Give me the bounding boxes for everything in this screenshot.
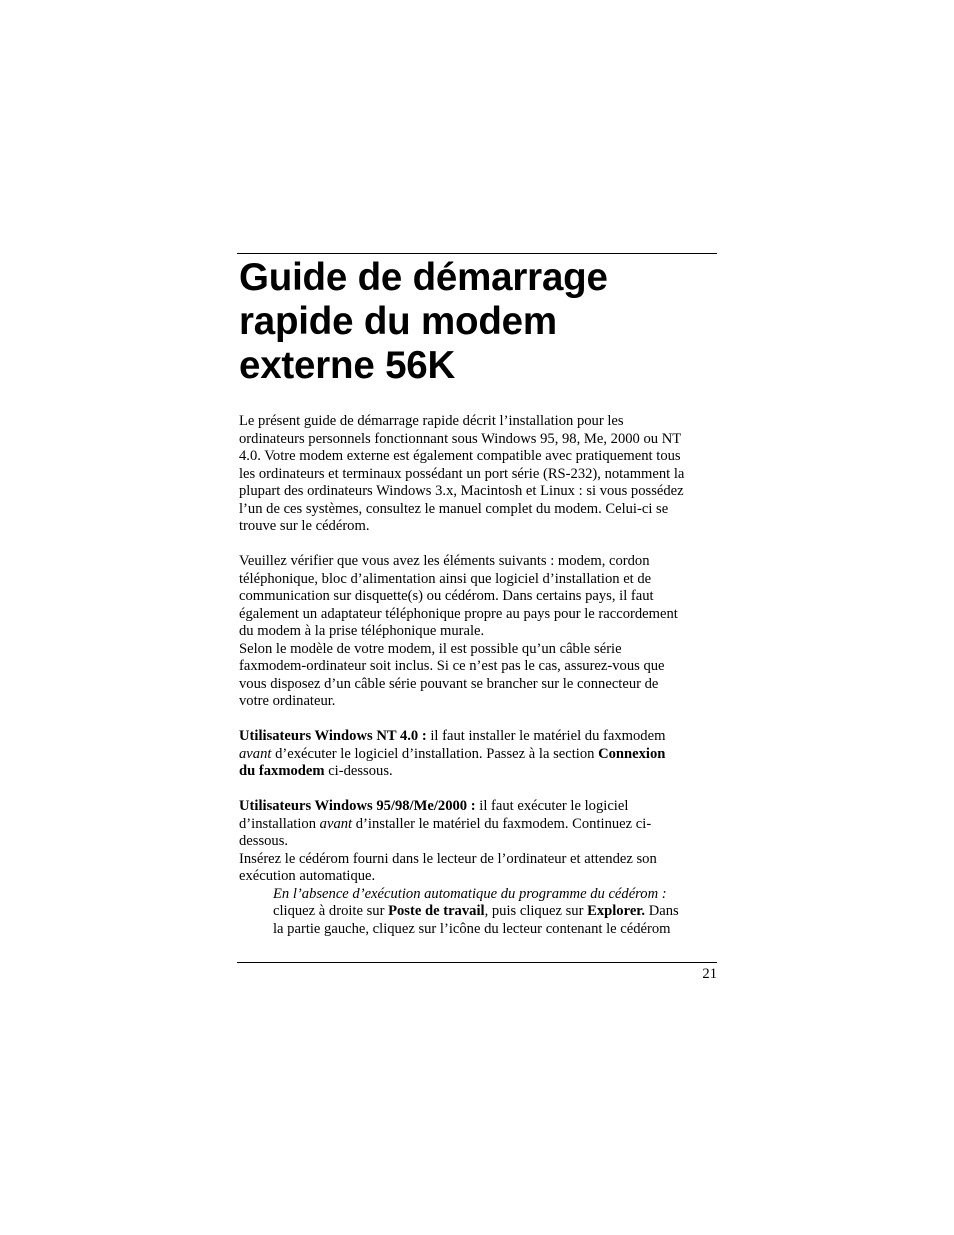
explorer-ref: Explorer.	[587, 903, 646, 919]
paragraph-gap	[239, 781, 717, 799]
win9x-line-1-text: il faut exécuter le logiciel	[475, 798, 629, 814]
win9x-line-2-pre: d’installation	[239, 815, 320, 832]
checklist-line: communication sur disquette(s) ou cédérom. Dans certains pays, il faut	[239, 588, 654, 604]
win9x-line-2-text: d’installer le matériel du faxmodem. Continuez ci-	[352, 815, 652, 832]
noautorun-line-1-mid: , puis cliquez sur	[484, 903, 588, 919]
title-line-1: Guide de démarrage	[239, 256, 608, 299]
nt-line-3-text: ci-dessous.	[324, 763, 393, 779]
intro-line: 4.0. Votre modem externe est également compatible avec pratiquement tous	[239, 448, 681, 464]
nt-line-2	[239, 746, 717, 764]
nt-line-1	[239, 728, 717, 746]
checklist-line: téléphonique, bloc d’alimentation ainsi que logiciel d’installation et de	[239, 570, 652, 587]
checklist-line: vous disposez d’un câble série pouvant se brancher sur le connecteur de	[239, 675, 659, 692]
noautorun-line-1-pre: cliquez à droite sur	[273, 903, 389, 919]
noautorun-heading	[273, 886, 717, 904]
checklist-paragraph	[239, 553, 717, 711]
paragraph-gap	[239, 536, 717, 554]
win9x-line-4: Insérez le cédérom fourni dans le lecteur de l’ordinateur et attendez son	[239, 850, 657, 867]
page-title	[239, 256, 717, 388]
win9x-label: Utilisateurs Windows 95/98/Me/2000 :	[239, 798, 476, 814]
checklist-line: Selon le modèle de votre modem, il est possible qu’un câble série	[239, 640, 622, 657]
win9x-line-1	[239, 798, 717, 816]
intro-line: plupart des ordinateurs Windows 3.x, Macintosh et Linux : si vous possédez	[239, 483, 684, 499]
top-rule	[237, 253, 717, 254]
win9x-emphasis: avant	[319, 815, 353, 832]
title-line-2: rapide du modem	[239, 300, 557, 343]
poste-de-travail-ref: Poste de travail	[388, 903, 485, 919]
intro-line: Le présent guide de démarrage rapide décrit l’installation pour les	[239, 413, 624, 429]
nt-line-2-text: d’exécuter le logiciel d’installation. Passez à la section	[271, 745, 599, 762]
title-line-3: externe 56K	[239, 344, 456, 387]
nt-line-3	[239, 763, 717, 781]
nt-label: Utilisateurs Windows NT 4.0 :	[239, 728, 427, 744]
intro-line: l’un de ces systèmes, consultez le manuel complet du modem. Celui-ci se	[239, 500, 669, 517]
noautorun-line-1-rest: Dans	[645, 903, 679, 919]
paragraph-gap	[239, 711, 717, 729]
noautorun-line-2: la partie gauche, cliquez sur l’icône du lecteur contenant le cédérom	[273, 920, 671, 937]
checklist-line: faxmodem-ordinateur soit inclus. Si ce n’est pas le cas, assurez-vous que	[239, 658, 665, 674]
page-number: 21	[702, 966, 717, 982]
win9x-paragraph	[239, 798, 717, 886]
intro-line: trouve sur le cédérom.	[239, 518, 370, 534]
noautorun-line-1	[273, 903, 717, 921]
checklist-line: Veuillez vérifier que vous avez les éléments suivants : modem, cordon	[239, 553, 650, 569]
noautorun-heading-text: En l’absence d’exécution automatique du programme du cédérom :	[273, 885, 667, 902]
nt-section-ref: Connexion	[598, 745, 666, 762]
intro-line: les ordinateurs et terminaux possédant un port série (RS-232), notamment la	[239, 465, 685, 482]
checklist-line: votre ordinateur.	[239, 693, 336, 709]
intro-paragraph	[239, 413, 717, 536]
win9x-line-2	[239, 816, 717, 834]
checklist-line: également un adaptateur téléphonique propre au pays pour le raccordement	[239, 605, 678, 622]
body-text	[239, 413, 717, 938]
win9x-line-5: exécution automatique.	[239, 868, 376, 884]
noautorun-block	[239, 886, 717, 939]
win9x-line-3: dessous.	[239, 833, 289, 849]
bottom-rule	[237, 962, 717, 963]
nt-paragraph	[239, 728, 717, 781]
nt-line-1-text: il faut installer le matériel du faxmodem	[426, 728, 666, 744]
nt-emphasis: avant	[239, 745, 272, 762]
intro-line: ordinateurs personnels fonctionnant sous Windows 95, 98, Me, 2000 ou NT	[239, 430, 682, 447]
checklist-line: du modem à la prise téléphonique murale.	[239, 623, 485, 639]
nt-section-ref-cont: du faxmodem	[239, 763, 325, 779]
